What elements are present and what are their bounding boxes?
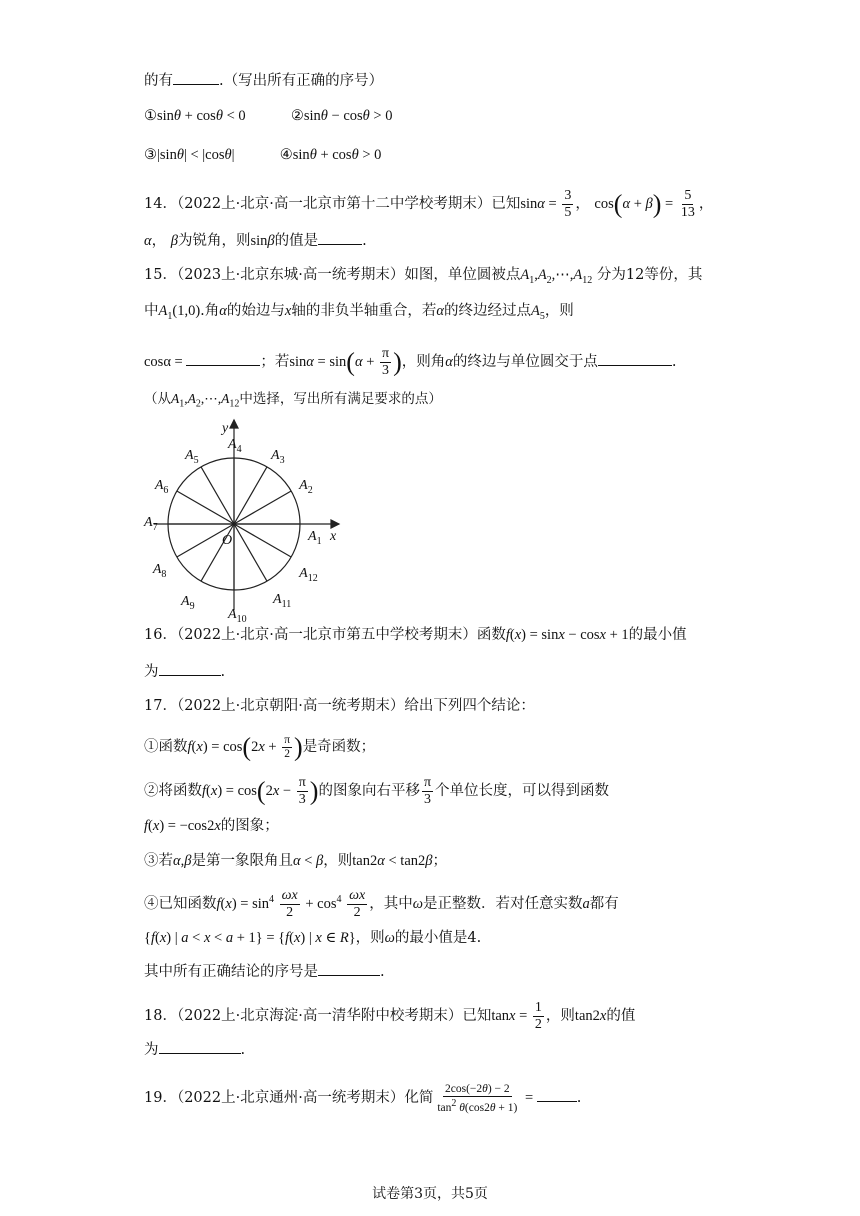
- answer-blank: [598, 351, 672, 366]
- question-text: ②将函数: [144, 782, 202, 799]
- origin-label: O: [222, 533, 233, 548]
- period: .: [380, 964, 385, 980]
- question-number: 16．: [144, 627, 177, 643]
- q13-options-row-1: [144, 105, 392, 127]
- math-expression: {f(x) | a < x < a + 1} = {f(x) | x ∈ R}: [144, 930, 356, 946]
- question-text: 的终边经过点: [443, 303, 531, 319]
- math-expression: sinθ + cosθ > 0: [292, 147, 382, 163]
- question-text: ①函数: [144, 738, 188, 755]
- question-text: 是第一象限角且: [191, 853, 293, 869]
- answer-blank: [159, 1039, 241, 1054]
- radius-spoke: [177, 491, 234, 524]
- q17-statement-4-cont: [144, 927, 481, 949]
- question-text: ，则: [355, 930, 385, 946]
- math-expression: tanx = $\frac{1}{2}$: [491, 1000, 542, 1032]
- math-expression: $A_1,A_2,\cdots,A_{12}$: [171, 391, 240, 410]
- radius-spoke: [234, 467, 267, 524]
- question-number: 14．: [144, 195, 177, 212]
- q17-statement-2: [144, 775, 609, 808]
- question-text: 的最小值是4.: [394, 930, 482, 946]
- math-expression: sinθ − cosθ > 0: [303, 108, 393, 124]
- answer-blank: [159, 661, 221, 676]
- q19-line-1: [144, 1083, 581, 1115]
- math-expression: $f(x) = \sin^4$ $\frac{\omega x}{2}$ + $\cos^4$ $\frac{\omega x}{2}$: [216, 888, 366, 920]
- page-footer: 试卷第3页，共5页: [372, 1186, 488, 1202]
- q16-line-1: [144, 624, 687, 646]
- question-text: ，则: [544, 303, 574, 319]
- point-label: $A_{12}$: [299, 566, 318, 584]
- math-expression: ω: [384, 930, 395, 946]
- question-text: （2022上·北京朝阳·高一统考期末）给出下列四个结论：: [176, 698, 535, 714]
- question-text: （从: [144, 391, 171, 407]
- radius-spoke: [234, 491, 291, 524]
- radius-spoke: [201, 467, 234, 524]
- question-text: 的最小值: [628, 627, 687, 643]
- q16-line-2: [144, 661, 225, 683]
- question-number: 15．: [144, 267, 177, 283]
- question-text: 轴的非负半轴重合，若: [291, 303, 437, 319]
- point-label: $A_2$: [299, 478, 313, 496]
- question-text: 为锐角，则: [177, 233, 251, 249]
- question-text: ，则: [545, 1007, 575, 1024]
- math-expression: α,β: [173, 853, 192, 869]
- q17-statement-4: [144, 888, 619, 921]
- option-marker: ①: [144, 108, 157, 124]
- math-expression: x: [284, 303, 292, 319]
- math-expression: α: [219, 303, 227, 319]
- question-text: （2022上·北京·高一北京市第十二中学校考期末）已知: [176, 195, 521, 212]
- question-text: .角: [200, 303, 220, 319]
- q17-line-1: [144, 695, 535, 717]
- point-label: $A_{11}$: [273, 592, 292, 611]
- question-text: ，则角: [401, 353, 446, 370]
- math-expression: |sinθ| < |cosθ|: [157, 147, 235, 163]
- question-text: 的值: [606, 1007, 636, 1024]
- question-text: 都有: [589, 895, 619, 912]
- math-expression: $A_1(1,0)$: [158, 303, 201, 322]
- math-expression: $\frac{2\cos(-2\theta) - 2}{\tan 2 \theta(\cos 2\theta + 1)}$ =: [437, 1083, 537, 1114]
- math-expression: α: [144, 233, 152, 249]
- q15-line-2: [144, 300, 574, 328]
- question-text: 中: [144, 303, 159, 319]
- math-expression: sinα = $\frac{3}{5}$: [520, 188, 572, 220]
- question-text: ③若: [144, 853, 173, 869]
- radius-spoke: [234, 524, 291, 557]
- math-expression: sinβ: [250, 233, 275, 249]
- question-text: 的值是: [274, 233, 319, 249]
- question-text: ；若: [260, 353, 290, 370]
- q14-line-2: α， β为锐角，则sinβ的值是 .: [144, 230, 367, 252]
- math-expression: $A_5$: [530, 303, 545, 322]
- math-expression: f(x) = −cos2x: [144, 818, 221, 834]
- math-expression: α < β: [292, 853, 324, 869]
- q15-line-3: cosα = ；若sinα = sin(α + $\frac{\pi}{3}$ )，则角α的终边与单位圆交于点 .: [144, 346, 677, 378]
- math-expression: tan2x: [574, 1007, 607, 1024]
- unit-circle-figure: [144, 412, 354, 625]
- question-number: 18．: [144, 1007, 177, 1024]
- question-text: 其中所有正确结论的序号是: [144, 964, 318, 980]
- question-text: ，则: [323, 853, 353, 869]
- math-expression: a: [582, 895, 590, 912]
- question-number: 19．: [144, 1090, 177, 1107]
- math-expression: $\frac{\pi}{3}$: [423, 775, 432, 807]
- question-text: 中选择，写出所有满足要求的点）: [239, 391, 442, 407]
- period: .: [362, 233, 367, 249]
- math-expression: tan2α < tan2β: [352, 853, 433, 869]
- q14-line-1: 14．（2022上·北京·高一北京市第十二中学校考期末）已知sinα = $\frac{3}{5}$ ， cos(α + β) = $\frac{5}{13}$ ，: [144, 188, 714, 220]
- period: .: [220, 664, 226, 680]
- question-text: （2023上·北京东城·高一统考期末）如图，单位圆被点: [176, 267, 521, 283]
- question-text: 分为12等份，其: [596, 267, 703, 283]
- option-marker: ②: [290, 108, 304, 124]
- q17-ask: [144, 961, 385, 983]
- question-text: 为: [144, 664, 159, 680]
- math-expression: f(x) = sinx − cosx + 1: [505, 627, 629, 643]
- math-expression: β: [170, 233, 178, 249]
- question-text: 的图象；: [220, 818, 279, 834]
- math-expression: f(x) = cos(2x − $\frac{\pi}{3}$ ): [202, 775, 319, 807]
- question-text: 个单位长度，可以得到函数: [435, 782, 610, 799]
- question-text: 是正整数．若对任意实数: [422, 895, 583, 912]
- math-expression: sinθ + cosθ < 0: [157, 108, 246, 124]
- q17-statement-2-cont: [144, 815, 279, 837]
- math-expression: $A_1,A_2,\cdots,A_{12}$: [520, 267, 593, 286]
- math-expression: α: [445, 353, 453, 370]
- answer-blank: [186, 351, 260, 366]
- radius-spoke: [234, 524, 267, 581]
- point-label: $A_7$: [144, 515, 158, 533]
- math-expression: ω: [412, 895, 423, 912]
- question-text: ，其中: [369, 895, 413, 912]
- point-label: $A_{10}$: [228, 607, 247, 625]
- option-marker: ③: [144, 147, 157, 163]
- q13-tail: [144, 70, 383, 92]
- x-axis-label: x: [330, 529, 337, 544]
- question-text: （2022上·北京·高一北京市第五中学校考期末）函数: [176, 627, 506, 643]
- q13-options-row-2: [144, 144, 381, 166]
- question-text: （2022上·北京通州·高一统考期末）化简: [176, 1090, 434, 1107]
- answer-blank: [318, 961, 380, 976]
- period: .: [240, 1042, 246, 1058]
- math-expression: cosα =: [144, 353, 187, 370]
- math-expression: α: [436, 303, 444, 319]
- question-text: 的终边与单位圆交于点: [452, 353, 598, 370]
- question-text: ，: [575, 195, 590, 212]
- x-axis-arrow: [331, 520, 339, 528]
- math-expression: cos(α + β) = $\frac{5}{13}$: [594, 188, 695, 220]
- question-text: （2022上·北京海淀·高一清华附中校考期末）已知: [176, 1007, 492, 1024]
- question-text: 的始边与: [226, 303, 285, 319]
- question-text: 是奇函数；: [302, 738, 376, 755]
- y-axis-label: y: [222, 421, 229, 436]
- point-label: $A_4$: [228, 437, 242, 455]
- question-text: 的图象向右平移: [318, 782, 420, 799]
- question-text: ④已知函数: [144, 895, 217, 912]
- q13-tail-text: 的有: [144, 73, 173, 89]
- answer-blank: [537, 1087, 577, 1102]
- point-label: $A_8$: [152, 562, 167, 580]
- period: .: [576, 1090, 582, 1107]
- q17-statement-3: ③若α,β是第一象限角且α < β，则tan2α < tan2β；: [144, 853, 448, 869]
- q18-line-2: [144, 1039, 245, 1061]
- y-axis-arrow: [230, 420, 238, 428]
- math-expression: f(x) = cos(2x + $\frac{\pi}{2}$ ): [187, 732, 303, 762]
- question-text: 为: [144, 1042, 159, 1058]
- point-label: $A_3$: [271, 447, 285, 466]
- q15-line-1: [144, 264, 702, 292]
- q18-line-1: [144, 1000, 635, 1033]
- point-label: $A_6$: [154, 478, 169, 496]
- point-label: $A_5$: [185, 447, 199, 466]
- point-label: $A_9$: [181, 594, 195, 613]
- option-marker: ④: [279, 147, 293, 163]
- question-number: 17．: [144, 698, 177, 714]
- q17-statement-1: [144, 734, 375, 761]
- answer-blank: [173, 70, 219, 85]
- answer-blank: [318, 230, 362, 245]
- point-label: $A_1$: [308, 529, 322, 547]
- q13-tail-note: .（写出所有正确的序号）: [219, 73, 384, 89]
- math-expression: sinα = sin(α + $\frac{\pi}{3}$ ): [289, 346, 402, 378]
